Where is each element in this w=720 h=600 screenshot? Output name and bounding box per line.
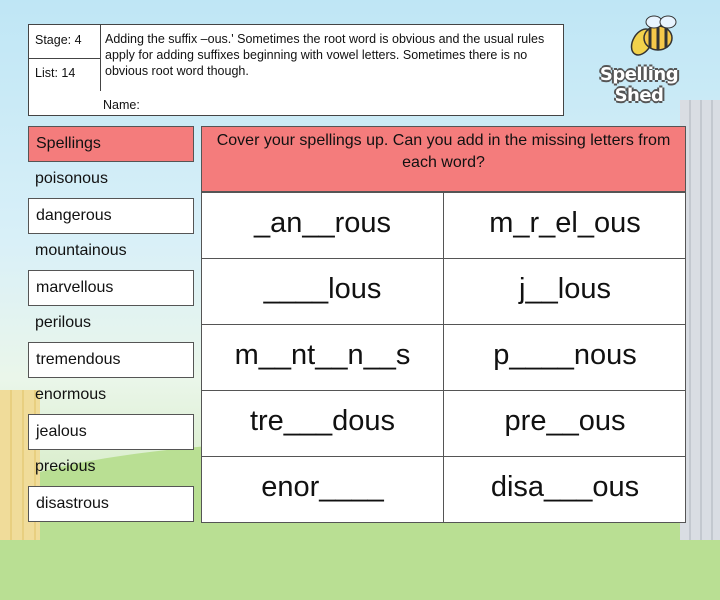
spelling-word: disastrous [28,486,194,522]
missing-letters-cell: j__lous [444,259,686,325]
spelling-word: tremendous [28,342,194,378]
missing-letters-cell: tre___dous [202,391,444,457]
spelling-word: marvellous [28,270,194,306]
spelling-word: poisonous [35,170,108,187]
missing-letters-cell: disa___ous [490,471,640,503]
missing-letters-cell: enor____ [202,457,444,523]
missing-letters-grid [201,192,686,523]
spelling-word: jealous [28,414,194,450]
missing-letters-cell: ____lous [202,259,444,325]
spelling-word: dangerous [28,198,194,234]
spelling-word: mountainous [35,242,127,259]
task-instruction: Cover your spellings up. Can you add in the missing letters from each word? [201,126,686,192]
header-divider-horizontal [29,58,100,59]
logo-text: Spelling Shed [599,64,679,106]
bee-icon [580,14,698,70]
worksheet-header [28,24,564,116]
name-field-label: Name: [103,98,140,112]
missing-letters-cell: m__nt__n__s [202,325,444,391]
missing-letters-cell: p____nous [444,325,686,391]
spelling-word: perilous [35,314,92,331]
missing-letters-cell: m_r_el_ous [444,193,686,259]
spelling-word: precious [35,458,96,475]
spelling-shed-logo [580,14,698,106]
background-shed [680,100,720,540]
list-label: List: 14 [35,66,76,80]
rule-description: Adding the suffix –ous.' Sometimes the root word is obvious and the usual rules apply for adding suffixes beginning with vowel letters. Sometimes there is no obvious root word though. [105,32,545,78]
missing-letters-cell: _an__rous [202,193,444,259]
spelling-word: enormous [35,386,107,403]
spellings-title: Spellings [28,126,194,162]
header-divider-vertical [100,25,101,91]
missing-letters-cell: pre__ous [444,391,686,457]
stage-label: Stage: 4 [35,33,82,47]
